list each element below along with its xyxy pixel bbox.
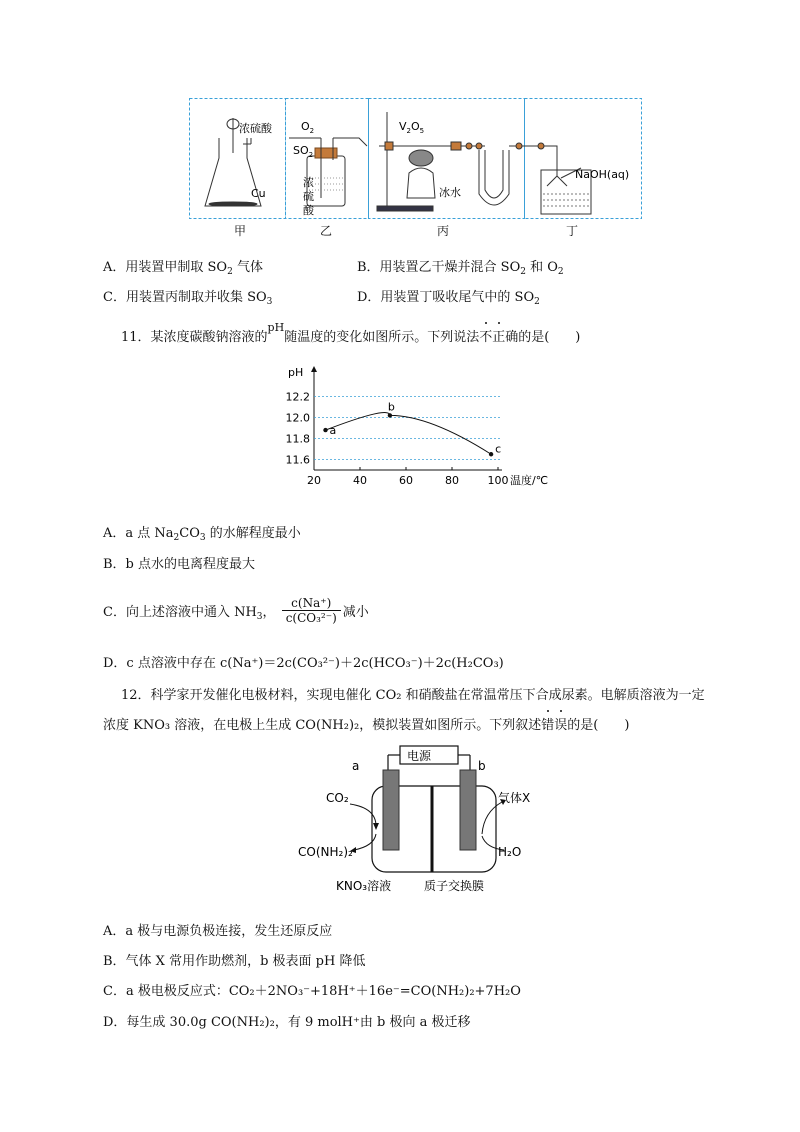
label-conc-acid-1: 浓: [303, 176, 314, 189]
x-tick-label: 40: [353, 474, 367, 487]
label-membrane: 质子交换膜: [424, 879, 485, 893]
label-naoh: NaOH(aq): [575, 168, 630, 181]
caption-bing: 丙: [437, 224, 450, 238]
point-label-b: b: [387, 400, 395, 414]
y-tick-label: 11.6: [285, 453, 310, 467]
q11-option-b: B．b 点水的电离程度最大: [103, 557, 256, 572]
data-point-a: [323, 428, 327, 432]
label-cu: Cu: [251, 187, 266, 200]
y-axis-arrow: [311, 366, 317, 372]
label-co2: CO₂: [326, 791, 349, 805]
q10-option-c: C．用装置丙制取并收集 $SO_3$: [103, 290, 273, 307]
label-conc-acid-3: 酸: [303, 204, 314, 217]
caption-jia: 甲: [234, 224, 247, 238]
label-v2o5: $V_2O_5$: [399, 120, 425, 135]
y-tick-label: 11.8: [285, 432, 310, 446]
q12-stem-line1: 12．科学家开发催化电极材料，实现电催化 CO₂ 和硝酸盐在常温常压下合成尿素。电解质溶液为一定: [121, 688, 705, 703]
label-gas-x: 气体X: [498, 791, 531, 805]
x-tick-label: 20: [307, 474, 321, 487]
q12-option-b: B．气体 X 常用作助燃剂，b 极表面 pH 降低: [103, 954, 366, 969]
x-tick-label: 100: [487, 474, 509, 487]
q10-option-a: A．用装置甲制取 $SO_2$ 气体: [103, 260, 263, 277]
q12-option-a: A．a 极与电源负极连接，发生还原反应: [103, 924, 333, 939]
point-label-a: a: [329, 424, 337, 438]
q10-option-b: B．用装置乙干燥并混合 $SO_2$ 和 $O_2$: [357, 260, 564, 277]
x-tick-label: 80: [445, 474, 459, 487]
q10-option-d: D．用装置丁吸收尾气中的 $SO_2$: [357, 290, 540, 307]
q11-fraction: $\frac{c(Na^+)}{\text{c(CO₃²⁻)}}$: [282, 596, 341, 625]
q11-option-d: D．c 点溶液中存在 c(Na⁺)＝2c(CO₃²⁻)＋2c(HCO₃⁻)＋2c(H₂CO₃): [103, 656, 504, 671]
label-ice-water: 冰水: [439, 186, 461, 199]
label-urea: CO(NH₂)₂: [298, 845, 353, 859]
label-conc-acid-2: 硫: [303, 190, 314, 203]
data-point-b: [388, 413, 392, 417]
q11-option-a: A．a 点 $Na_2CO_3$ 的水解程度最小: [103, 526, 301, 543]
q12-option-c: C．a 极电极反应式：CO₂＋2NO₃⁻+18H⁺＋16e⁻=CO(NH₂)₂+7H₂O: [103, 984, 521, 999]
label-electrode-a: a: [352, 759, 360, 773]
electrolysis-diagram: [292, 742, 552, 902]
label-so2: $SO_2$: [293, 144, 314, 159]
electrode-b: [460, 770, 476, 850]
label-conc-h2so4: 浓硫酸: [239, 122, 272, 135]
data-point-c: [489, 452, 493, 456]
label-electrode-b: b: [478, 759, 486, 773]
q12-stem-line2: 浓度 KNO₃ 溶液，在电极上生成 CO(NH₂)₂，模拟装置如图所示。下列叙述错误的是( ): [103, 714, 629, 733]
x-axis-label: 温度/℃: [510, 474, 549, 487]
y-axis-label: pH: [288, 366, 304, 379]
u-tube: [479, 143, 549, 205]
y-tick-label: 12.2: [285, 390, 310, 404]
q11-option-c: C．向上述溶液中通入 $NH_3$， $\frac{c(Na^+)}{\text{c(CO₃²⁻)}}$ 减小: [103, 596, 369, 625]
label-h2o: H₂O: [498, 845, 522, 859]
point-label-c: c: [495, 442, 502, 456]
label-o2: $O_2$: [301, 120, 315, 135]
label-kno3: KNO₃溶液: [336, 879, 392, 893]
y-tick-label: 12.0: [285, 411, 310, 425]
caption-ding: 丁: [566, 224, 579, 238]
q11-stem: 11．某浓度碳酸钠溶液的$^{pH}$随温度的变化如图所示。下列说法不正确的是( ): [121, 321, 581, 345]
q12-option-d: D．每生成 30.0g CO(NH₂)₂，有 9 molH⁺由 b 极向 a 极迁移: [103, 1015, 471, 1030]
catalytic-tube-bing: [377, 112, 485, 211]
ph-curve: [326, 413, 492, 455]
caption-yi: 乙: [320, 224, 333, 238]
x-tick-label: 60: [399, 474, 413, 487]
label-power: 电源: [407, 749, 432, 763]
ph-temperature-chart: [280, 362, 580, 497]
electrode-a: [383, 770, 399, 850]
apparatus-figure: [189, 98, 643, 238]
